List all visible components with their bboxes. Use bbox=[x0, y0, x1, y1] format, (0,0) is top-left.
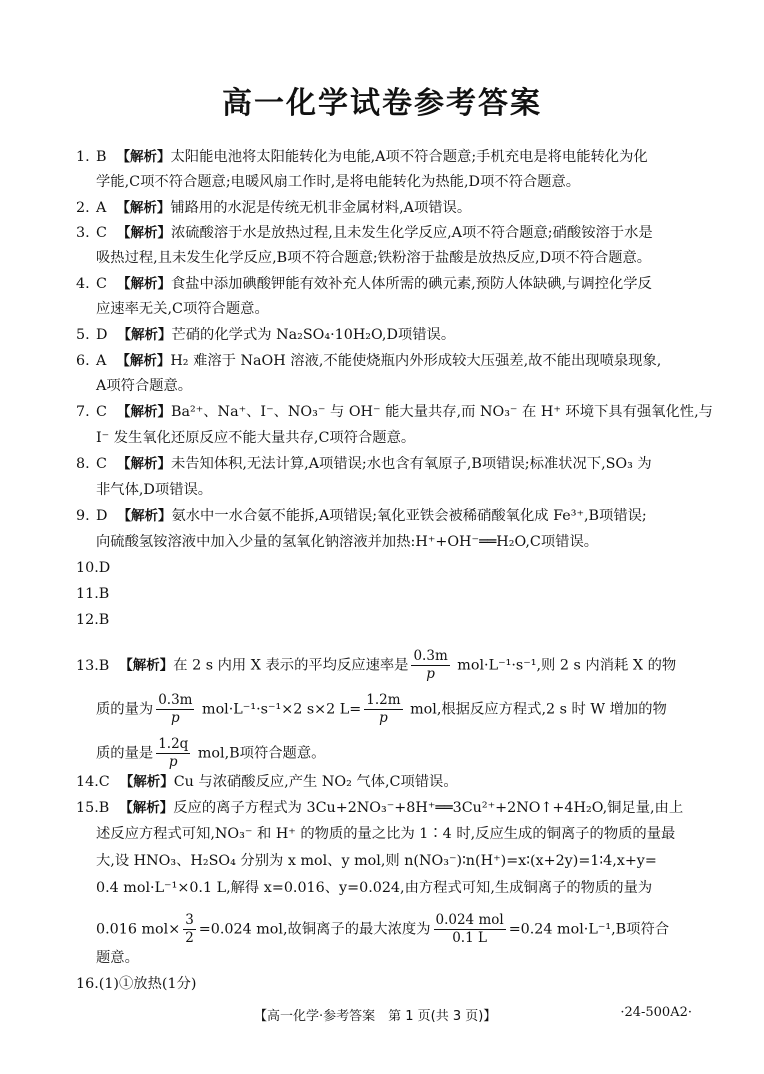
answer-item-8-line-2: 非气体,D项错误。 bbox=[96, 482, 213, 498]
answer-item-13: 13.B 【解析】在 2 s 内用 X 表示的平均反应速率是 $\frac{0.3m}{p}$ mol·L⁻¹·s⁻¹,则 2 s 内消耗 X 的物 bbox=[76, 648, 677, 682]
fraction: $\frac{0.3m}{p}$ bbox=[158, 692, 193, 726]
fraction: $\frac{1.2m}{p}$ bbox=[366, 692, 401, 726]
footer-page-info: 【高一化学·参考答案 第 1 页(共 3 页)】 bbox=[254, 1009, 497, 1024]
answer-item-1-line-2: 学能,C项不符合题意;电暖风扇工作时,是将电能转化为热能,D项不符合题意。 bbox=[96, 174, 581, 190]
answer-item-5: 5. D 【解析】芒硝的化学式为 Na₂SO₄·10H₂O,D项错误。 bbox=[76, 327, 456, 343]
answer-item-15-line-2: 述反应方程式可知,NO₃⁻ 和 H⁺ 的物质的量之比为 1∶4 时,反应生成的铜离子的物质的量最 bbox=[96, 826, 676, 842]
answer-item-13-line-2: 质的量为 $\frac{0.3m}{p}$ mol·L⁻¹·s⁻¹×2 s×2 L= $\frac{1.2m}{p}$ mol,根据反应方程式,2 s 时 W 增加的物 bbox=[96, 692, 667, 726]
answer-item-9-line-2: 向硫酸氢铵溶液中加入少量的氢氧化钠溶液并加热:H⁺+OH⁻══H₂O,C项错误。 bbox=[96, 534, 599, 550]
answer-item-9: 9. D 【解析】氨水中一水合氨不能拆,A项错误;氧化亚铁会被稀硝酸氧化成 Fe³⁺,B项错误; bbox=[76, 508, 647, 524]
footer-code: ·24-500A2· bbox=[620, 1005, 692, 1020]
answer-item-3: 3. C 【解析】浓硫酸溶于水是放热过程,且未发生化学反应,A项不符合题意;硝酸铵溶于水是 bbox=[76, 225, 653, 241]
fraction: $\frac{1.2q}{p}$ bbox=[158, 736, 189, 770]
answer-item-13-line-3: 质的量是 $\frac{1.2q}{p}$ mol,B项符合题意。 bbox=[96, 736, 326, 770]
answer-item-15-line-6: 题意。 bbox=[96, 950, 139, 966]
answer-item-4-line-2: 应速率无关,C项符合题意。 bbox=[96, 301, 269, 317]
fraction: $\frac{0.3m}{p}$ bbox=[413, 648, 448, 682]
answer-item-2: 2. A 【解析】铺路用的水泥是传统无机非金属材料,A项错误。 bbox=[76, 200, 472, 216]
answer-item-8: 8. C 【解析】未告知体积,无法计算,A项错误;水也含有氧原子,B项错误;标准状况下,SO₃ 为 bbox=[76, 456, 652, 472]
answer-item-6: 6. A 【解析】H₂ 难溶于 NaOH 溶液,不能使烧瓶内外形成较大压强差,故不能出现喷泉现象, bbox=[76, 353, 662, 369]
answer-item-7: 7. C 【解析】Ba²⁺、Na⁺、I⁻、NO₃⁻ 与 OH⁻ 能大量共存,而 NO₃⁻ 在 H⁺ 环境下具有强氧化性,与 bbox=[76, 404, 713, 420]
answer-item-14: 14.C 【解析】Cu 与浓硝酸反应,产生 NO₂ 气体,C项错误。 bbox=[76, 774, 458, 790]
answer-item-15-line-5: 0.016 mol× $\frac{3}{2}$ =0.024 mol,故铜离子的最大浓度为 $\frac{\text{0.024 mol}}{0.1 L}$ =0.24 mol·L⁻¹,B项符合 bbox=[96, 912, 670, 946]
page-title: 高一化学试卷参考答案 bbox=[222, 86, 542, 121]
answer-item-3-line-2: 吸热过程,且未发生化学反应,B项不符合题意;铁粉溶于盐酸是放热反应,D项不符合题意。 bbox=[96, 250, 652, 266]
answer-item-11: 11.B bbox=[76, 586, 110, 602]
answer-item-6-line-2: A项符合题意。 bbox=[96, 378, 193, 394]
answer-item-7-line-2: I⁻ 发生氧化还原反应不能大量共存,C项符合题意。 bbox=[96, 430, 416, 446]
answer-item-1: 1. B 【解析】太阳能电池将太阳能转化为电能,A项不符合题意;手机充电是将电能转化为化 bbox=[76, 149, 648, 165]
answer-item-4: 4. C 【解析】食盐中添加碘酸钾能有效补充人体所需的碘元素,预防人体缺碘,与调控化学反 bbox=[76, 276, 652, 292]
answer-item-15: 15.B 【解析】反应的离子方程式为 3Cu+2NO₃⁻+8H⁺══3Cu²⁺+2NO↑+4H₂O,铜足量,由上 bbox=[76, 800, 684, 816]
answer-item-12: 12.B bbox=[76, 612, 110, 628]
fraction: $\frac{3}{2}$ bbox=[185, 912, 194, 946]
fraction: $\frac{\text{0.024 mol}}{0.1 L}$ bbox=[435, 912, 504, 946]
answer-item-16: 16.(1)①放热(1分) bbox=[76, 976, 197, 992]
answer-item-10: 10.D bbox=[76, 560, 111, 576]
answer-item-15-line-3: 大,设 HNO₃、H₂SO₄ 分别为 x mol、y mol,则 n(NO₃⁻)∶n(H⁺)=x∶(x+2y)=1∶4,x+y= bbox=[96, 853, 657, 869]
answer-item-15-line-4: 0.4 mol·L⁻¹×0.1 L,解得 x=0.016、y=0.024,由方程式可知,生成铜离子的物质的量为 bbox=[96, 880, 653, 896]
